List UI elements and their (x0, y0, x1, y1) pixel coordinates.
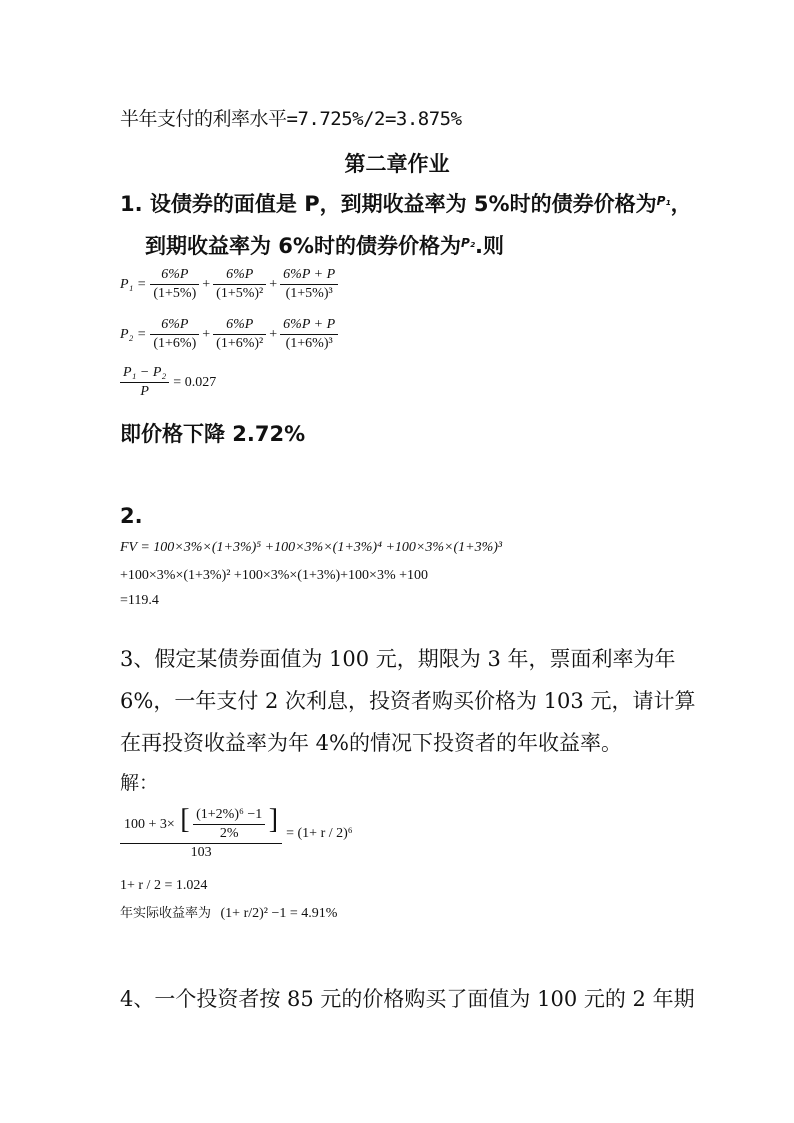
q1-eq2-lhs: P₂ = (120, 326, 147, 342)
q1-line2-symbol: P₂ (460, 236, 476, 250)
q1-line2-end: .则 (475, 234, 505, 258)
q3-inner-den: 2% (219, 826, 239, 842)
q1-eq2-term2 (213, 316, 266, 353)
q3-eq-line2: 1+ r / 2 = 1.024 (120, 878, 208, 893)
q1-conclusion: 即价格下降 2.72% (120, 422, 306, 446)
q1-eq3-fraction (120, 364, 169, 401)
q1-eq1-lhs: P₁ = (120, 276, 147, 292)
q1-eq1-term3 (280, 266, 338, 303)
q3-line3: 在再投资收益率为年 4%的情况下投资者的年收益率。 (120, 731, 622, 755)
q1-eq2-term1 (150, 316, 199, 353)
q3-line2: 6%，一年支付 2 次利息，投资者购买价格为 103 元，请计算 (120, 689, 696, 713)
q1-eq1-term2 (213, 266, 266, 303)
q1-eq2-term3-num: 6%P + P (280, 316, 338, 335)
q2-line3: =119.4 (120, 593, 159, 608)
q1-line1-end: ， (670, 192, 692, 216)
q3-equation (120, 806, 353, 862)
q1-eq1-term1-den: (1+5%) (153, 286, 197, 301)
q3-main-fraction (120, 806, 282, 862)
q1-eq3 (120, 364, 216, 401)
q1-eq3-den: P (140, 384, 149, 399)
intro-line: 半年支付的利率水平=7.725%/2=3.875% (120, 108, 462, 130)
q1-eq2: P₂ = $\frac{6\%P}{(1+6\%)}$ + $\frac{6\%P}{\text{(1+6\%)²}}$ + $\frac{6\%P + P}{\text{(1+6\%)³}}$ (120, 316, 338, 353)
q1-eq1-term3-num: 6%P + P (280, 266, 338, 285)
q3-eq-line3-expr: (1+ r/2)² −1 = 4.91% (220, 906, 338, 921)
q3-inner-num: (1+2%)⁶ −1 (193, 806, 265, 825)
q1-line2-text: 到期收益率为 6%时的债券价格为 (145, 234, 461, 258)
q1-eq1: P₁ = $\frac{6\%P}{(1+5\%)}$ + $\frac{6\%P}{\text{(1+5\%)²}}$ + $\frac{6\%P + P}{\text{(1+5\%)³}}$ (120, 266, 338, 303)
q2-line1: FV = 100×3%×(1+3%)⁵ +100×3%×(1+3%)⁴ +100×3%×(1+3%)³ (120, 540, 503, 555)
q1-eq1-term3-den: (1+5%)³ (285, 286, 333, 301)
q1-eq2-term2-den: (1+6%)² (216, 336, 264, 351)
chapter-title: 第二章作业 (344, 152, 450, 176)
q3-eq-prefix: 100 + 3× (124, 817, 175, 832)
q3-inner-fraction (193, 806, 265, 843)
q1-eq1-term2-num: 6%P (213, 266, 266, 285)
q3-eq-line3 (120, 902, 337, 922)
q1-line2 (145, 230, 504, 260)
q2-label: 2. (120, 504, 143, 528)
q1-eq1-term2-den: (1+5%)² (216, 286, 264, 301)
q1-line1 (120, 188, 692, 218)
q3-main-num: 100 + 3× [ $\frac{\text{(1+2\%)⁶ −1}}{2\%}$ ] (120, 806, 282, 844)
q3-main-den: 103 (190, 845, 212, 861)
q1-eq2-term3-den: (1+6%)³ (285, 336, 333, 351)
q1-eq3-num: P₁ − P₂ (120, 364, 169, 383)
q1-eq2-term3 (280, 316, 338, 353)
q1-eq1-term1 (150, 266, 199, 303)
q1-eq2-term1-num: 6%P (150, 316, 199, 335)
q3-eq-line3-label: 年实际收益率为 (120, 906, 212, 921)
q4-line1: 4、一个投资者按 85 元的价格购买了面值为 100 元的 2 年期 (120, 987, 695, 1011)
q1-line1-text: 1. 设债券的面值是 P，到期收益率为 5%时的债券价格为 (120, 192, 657, 216)
q3-line1: 3、假定某债券面值为 100 元，期限为 3 年，票面利率为年 (120, 647, 676, 671)
q1-eq1-term1-num: 6%P (150, 266, 199, 285)
q1-eq2-term1-den: (1+6%) (153, 336, 197, 351)
q3-eq-rhs: = (1+ r / 2)⁶ (286, 826, 353, 842)
q1-eq2-term2-num: 6%P (213, 316, 266, 335)
q1-line1-symbol: P₁ (656, 194, 671, 208)
q2-line2: +100×3%×(1+3%)² +100×3%×(1+3%)+100×3% +100 (120, 568, 429, 583)
q3-solution-label: 解： (120, 772, 159, 794)
q1-eq3-rhs: = 0.027 (173, 374, 217, 390)
